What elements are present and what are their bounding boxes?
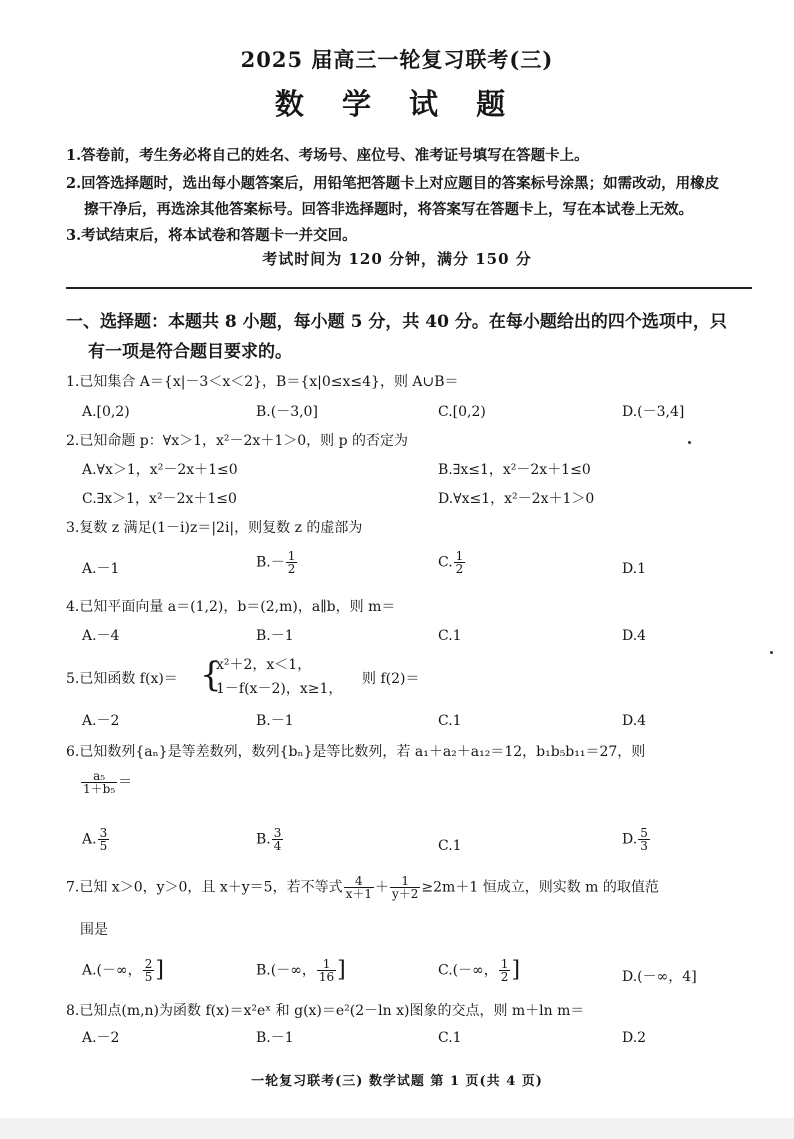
q7-option-c: C.(－∞， $\frac{1}{2}$ ] <box>438 957 521 984</box>
fraction: $\frac{1}{16}$ <box>318 957 335 984</box>
notice-item-3: 3.考试结束后，将本试卷和答题卡一并交回。 <box>66 227 357 244</box>
fraction: $\frac{2}{5}$ <box>144 957 153 984</box>
question-2: 2.已知命题 p：∀x＞1，x²－2x＋1＞0，则 p 的否定为 <box>66 433 409 449</box>
q1-option-b: B.(－3,0] <box>256 404 318 420</box>
q5-option-c: C.1 <box>438 713 462 729</box>
question-4: 4.已知平面向量 a＝(1,2)，b＝(2,m)，a∥b，则 m＝ <box>66 599 396 615</box>
q5-option-b: B.－1 <box>256 713 294 729</box>
fraction: $\frac{1}{2}$ <box>287 549 296 576</box>
q1-option-a: A.[0,2) <box>82 404 130 420</box>
question-3: 3.复数 z 满足(1－i)z＝|2i|，则复数 z 的虚部为 <box>66 520 363 536</box>
notice-item-2: 2.回答选择题时，选出每小题答案后，用铅笔把答题卡上对应题目的答案标号涂黑；如需改动，用橡皮 <box>66 175 720 192</box>
scan-margin <box>0 1118 794 1139</box>
q5-option-d: D.4 <box>622 713 647 729</box>
speck <box>688 441 691 444</box>
q3-option-c: C. $\frac{1}{2}$ <box>438 549 464 576</box>
fraction: $\frac{4}{x+1}$ <box>345 874 372 901</box>
question-7: 7.已知 x＞0，y＞0，且 x＋y＝5，若不等式 $\frac{4}{x+1}$ ＋ $\frac{1}{y+2}$ ≥2m＋1 恒成立，则实数 m 的取值范 <box>66 874 659 901</box>
question-6: 6.已知数列{aₙ}是等差数列，数列{bₙ}是等比数列，若 a₁＋a₂＋a₁₂＝12，b₁b₅b₁₁＝27，则 <box>66 744 646 760</box>
fraction: $\frac{3}{4}$ <box>273 826 282 853</box>
q2-option-a: A.∀x＞1，x²－2x＋1≤0 <box>82 462 238 478</box>
q2-option-b: B.∃x≤1，x²－2x＋1≤0 <box>438 462 591 478</box>
q4-option-b: B.－1 <box>256 628 294 644</box>
q8-option-d: D.2 <box>622 1030 647 1046</box>
fraction: $\frac{\text{a₅}}{\text{1＋b₅}}$ <box>83 769 116 796</box>
question-1: 1.已知集合 A＝{x|－3＜x＜2}，B＝{x|0≤x≤4}，则 A∪B＝ <box>66 374 459 390</box>
q6-option-b: B. $\frac{3}{4}$ <box>256 826 282 853</box>
q5-option-a: A.－2 <box>82 713 120 729</box>
q4-option-a: A.－4 <box>82 628 120 644</box>
q5-case-1: x²＋2，x＜1， <box>216 657 312 673</box>
q6-option-a: A. $\frac{3}{5}$ <box>82 826 108 853</box>
q2-option-d: D.∀x≤1，x²－2x＋1＞0 <box>438 491 595 507</box>
q3-option-d: D.1 <box>622 561 647 577</box>
q7-option-d: D.(－∞，4] <box>622 969 697 985</box>
fraction: $\frac{1}{y+2}$ <box>392 874 419 901</box>
question-5: 5.已知函数 f(x)＝ <box>66 671 178 687</box>
fraction: $\frac{1}{2}$ <box>500 957 509 984</box>
q4-option-d: D.4 <box>622 628 647 644</box>
fraction: $\frac{3}{5}$ <box>99 826 108 853</box>
piecewise-brace: { <box>200 655 222 695</box>
question-8: 8.已知点(m,n)为函数 f(x)＝x²eˣ 和 g(x)＝e²(2－ln x)图象的交点，则 m＋ln m＝ <box>66 1003 585 1019</box>
notice-item-2-cont: 擦干净后，再选涂其他答案标号。回答非选择题时，将答案写在答题卡上，写在本试卷上无效。 <box>84 201 693 218</box>
q7-option-a: A.(－∞， $\frac{2}{5}$ ] <box>82 957 164 984</box>
q5-case-2: 1－f(x－2)，x≥1， <box>216 681 343 697</box>
q3-option-b: B.－ $\frac{1}{2}$ <box>256 549 296 576</box>
q1-option-c: C.[0,2) <box>438 404 486 420</box>
exam-subject: 数 学 试 题 <box>274 87 520 121</box>
exam-title: 2025 届高三一轮复习联考(三) <box>240 47 554 72</box>
q8-option-a: A.－2 <box>82 1030 120 1046</box>
speck <box>770 651 773 654</box>
fraction: $\frac{1}{2}$ <box>455 549 464 576</box>
section-heading: 一、选择题：本题共 8 小题，每小题 5 分，共 40 分。在每小题给出的四个选项中，只 <box>66 312 727 332</box>
page-footer: 一轮复习联考(三) 数学试题 第 1 页(共 4 页) <box>251 1074 543 1089</box>
q4-option-c: C.1 <box>438 628 462 644</box>
question-7-cont: 围是 <box>80 922 108 938</box>
q6-option-d: D. $\frac{5}{3}$ <box>622 826 648 853</box>
q8-option-b: B.－1 <box>256 1030 294 1046</box>
q6-expression: $\frac{\text{a₅}}{\text{1＋b₅}}$ ＝ <box>83 769 133 796</box>
q6-option-c: C.1 <box>438 838 462 854</box>
section-heading-cont: 有一项是符合题目要求的。 <box>88 342 292 362</box>
q3-option-a: A.－1 <box>82 561 120 577</box>
fraction: $\frac{5}{3}$ <box>640 826 648 853</box>
exam-time: 考试时间为 120 分钟，满分 150 分 <box>262 250 532 268</box>
q8-option-c: C.1 <box>438 1030 462 1046</box>
q1-option-d: D.(－3,4] <box>622 404 685 420</box>
notice-item-1: 1.答卷前，考生务必将自己的姓名、考场号、座位号、准考证号填写在答题卡上。 <box>66 147 589 164</box>
divider <box>66 287 752 289</box>
q5-stem-suffix: 则 f(2)＝ <box>362 671 420 687</box>
q2-option-c: C.∃x＞1，x²－2x＋1≤0 <box>82 491 237 507</box>
q7-option-b: B.(－∞， $\frac{1}{16}$ ] <box>256 957 346 984</box>
